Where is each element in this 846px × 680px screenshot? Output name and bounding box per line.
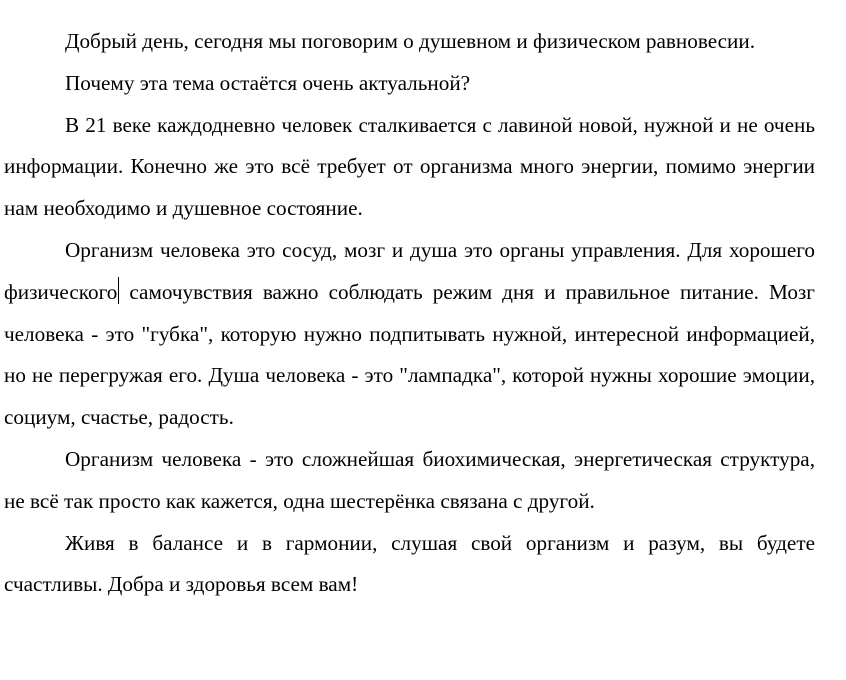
- paragraph-organism[interactable]: [4, 230, 815, 439]
- paragraph-information[interactable]: В 21 веке каждодневно человек сталкивается с лавиной новой, нужной и не очень информации. Конечно же это всё требует от организма много энергии, помимо энергии нам необходимо и душевное состояние.: [4, 112, 815, 221]
- paragraph-question[interactable]: Почему эта тема остаётся очень актуальной?: [65, 70, 471, 95]
- paragraph-organism-text-after-cursor: самочувствия важно соблюдать режим дня и правильное питание. Мозг человека - это "губка", которую нужно подпитывать нужной, интересной информацией, но не перегружая его. Душа человека - это "лампадка", которой нужны хорошие эмоции, социум, счастье, радость.: [4, 279, 815, 430]
- paragraph-conclusion[interactable]: Живя в балансе и в гармонии, слушая свой организм и разум, вы будете счастливы. Добра и здоровья всем вам!: [4, 530, 815, 597]
- paragraph-structure[interactable]: Организм человека - это сложнейшая биохимическая, энергетическая структура, не всё так просто как кажется, одна шестерёнка связана с другой.: [4, 446, 815, 513]
- document-text-area[interactable]: [4, 21, 815, 606]
- paragraph-greeting[interactable]: Добрый день, сегодня мы поговорим о душевном и физическом равновесии.: [65, 29, 756, 53]
- paragraph-organism-text-before-cursor: Организм человека это сосуд, мозг и душа это органы управления. Для хорошего физического: [4, 237, 815, 304]
